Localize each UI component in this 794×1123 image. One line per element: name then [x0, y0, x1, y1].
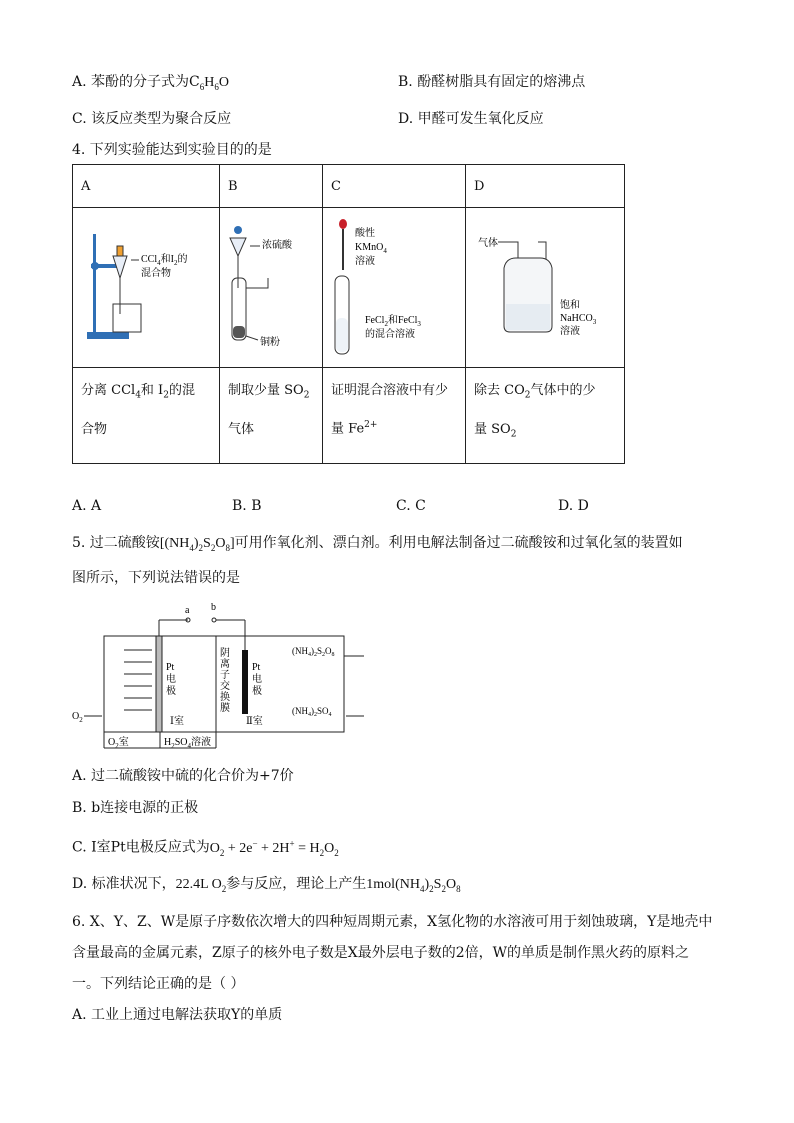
terminal-b-label: b	[211, 602, 216, 613]
q6-option-a: A. 工业上通过电解法获取Y的单质	[72, 1007, 283, 1023]
figure-c-cell	[323, 208, 466, 368]
q6-stem-line-1: 6. X、Y、Z、W是原子序数依次增大的四种短周期元素，X氢化物的水溶液可用于刻蚀玻璃，Y是地壳中	[72, 914, 713, 930]
fig-d-label-3: NaHCO$_3$	[560, 313, 597, 326]
left-pt-electrode	[156, 636, 162, 732]
figure-a-cell	[73, 208, 220, 368]
fig-b-label-2: 铜粉	[260, 337, 280, 348]
beaker	[113, 304, 141, 332]
q4-answer-a: A. A	[72, 498, 102, 514]
figure-b-cell	[220, 208, 323, 368]
fig-c-label-5: 的混合溶液	[365, 329, 415, 340]
caption-a: 分离 CCl$_4$和 $I_2$的混 合物	[73, 368, 220, 464]
q4-answer-b: B. B	[232, 498, 262, 514]
right-pt-electrode	[242, 650, 248, 714]
stand-rod	[93, 234, 96, 334]
separatory-funnel-apparatus	[73, 208, 219, 363]
experiment-table	[72, 164, 625, 464]
q4-answer-d: D. D	[558, 498, 589, 514]
terminal-b	[212, 618, 216, 622]
fig-c-label-2: KMnO$_4$	[355, 242, 387, 255]
header-a: A	[73, 165, 220, 208]
q5-option-d: D. 标准状况下，22.4L $O_2$参与反应，理论上产生$1mol(NH_4)_2S_2O_8$	[72, 876, 461, 894]
q5-stem-line-2: 图所示，下列说法错误的是	[72, 570, 240, 586]
fig-d-label-1: 气体	[478, 238, 498, 249]
h2so4-label: $H_2SO_4$溶液	[164, 737, 212, 750]
clamp-screw	[91, 262, 99, 270]
funnel-stopper	[117, 246, 123, 256]
terminal-a-label: a	[185, 605, 190, 616]
dropping-funnel	[230, 238, 246, 256]
bicarbonate-solution	[506, 304, 550, 330]
o2-inlet-label: $O_2$	[72, 711, 83, 724]
o2-room-label: $O_2$室	[108, 737, 129, 750]
q5-option-b: B. b连接电源的正极	[72, 800, 199, 816]
funnel-stopper	[234, 226, 242, 234]
header-b: B	[220, 165, 323, 208]
dropper-test-apparatus	[323, 208, 465, 363]
figure-d-cell	[466, 208, 625, 368]
q3-option-d: D. 甲醛可发生氧化反应	[398, 111, 544, 127]
room-1-label: Ⅰ室	[170, 716, 184, 727]
fig-c-label-1: 酸性	[355, 228, 375, 239]
right-electrode-label: Pt 电极	[252, 662, 262, 697]
room-2-label: Ⅱ室	[246, 716, 263, 727]
q4-stem: 4. 下列实验能达到实验目的的是	[72, 142, 272, 158]
fig-c-label-3: 溶液	[355, 256, 375, 267]
q5-stem-line-1: 5. 过二硫酸铵$[(NH_4)_2S_2O_8]$可用作氧化剂、漂白剂。利用电解法制备过二硫酸铵和过氧化氢的装置如	[72, 535, 683, 553]
header-d: D	[466, 165, 625, 208]
solution	[336, 318, 348, 352]
delivery-tube	[246, 278, 268, 288]
q5-option-c: C. Ⅰ室Pt电极反应式为$O_2 + 2e^- + 2H^+ = H_2O_2$	[72, 838, 339, 858]
q4-answer-c: C. C	[396, 498, 426, 514]
fig-d-label-2: 饱和	[560, 300, 580, 311]
electrolysis-cell-diagram	[68, 600, 368, 756]
gas-generator-apparatus	[220, 208, 322, 363]
header-c: C	[323, 165, 466, 208]
outlet-tube	[538, 242, 546, 260]
fig-a-label-2: 混合物	[141, 268, 171, 279]
gas-washing-bottle	[466, 208, 624, 363]
left-electrode-label: Pt 电极	[166, 662, 176, 697]
q3-option-a: A. 苯酚的分子式为$C_6H_6O$	[72, 74, 229, 92]
membrane-label: 阴离子交换膜	[220, 648, 230, 714]
q3-option-c: C. 该反应类型为聚合反应	[72, 111, 232, 127]
dropper-bulb	[339, 219, 347, 229]
fig-c-label-4: FeCl$_2$和FeCl$_3$	[365, 315, 421, 328]
fig-a-label-1: CCl$_4$和$I_2$的	[141, 254, 188, 267]
q3-option-b: B. 酚醛树脂具有固定的熔沸点	[398, 74, 586, 90]
fig-b-label-1: 浓硫酸	[262, 240, 292, 251]
fig-d-label-4: 溶液	[560, 326, 580, 337]
outlet-top-label: $(NH_4)_2S_2O_8$	[292, 646, 335, 658]
outlet-bottom-label: $(NH_4)_2SO_4$	[292, 706, 332, 718]
q5-option-a: A. 过二硫酸铵中硫的化合价为+7价	[72, 768, 294, 784]
q6-stem-line-2: 含量最高的金属元素，Z原子的核外电子数是X最外层电子数的2倍，W的单质是制作黑火药的原料之	[72, 945, 689, 961]
q6-stem-line-3: 一。下列结论正确的是（ ）	[72, 976, 245, 992]
caption-b: 制取少量 $SO_2$ 气体	[220, 368, 323, 464]
caption-c: 证明混合溶液中有少 量 $Fe^{2+}$	[323, 368, 466, 464]
caption-d: 除去 $CO_2$气体中的少 量 $SO_2$	[466, 368, 625, 464]
copper-powder	[233, 326, 245, 338]
